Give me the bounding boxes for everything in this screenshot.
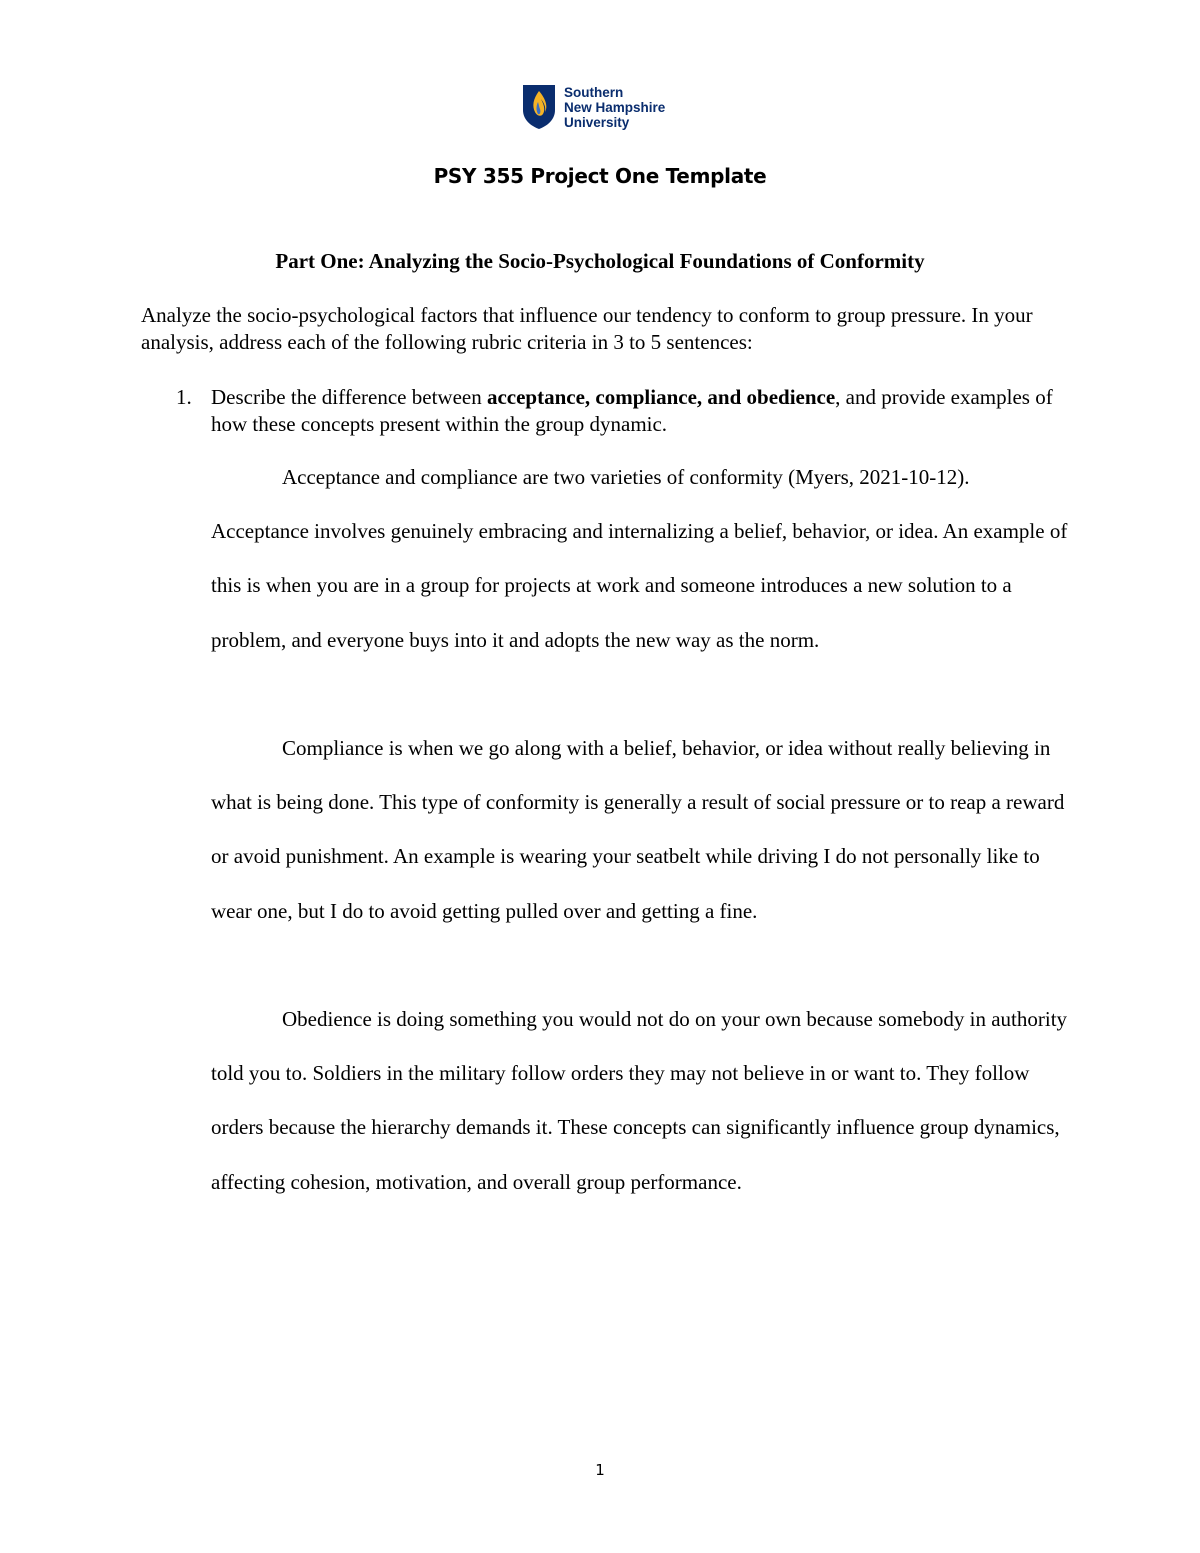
- rubric-item-text: [211, 384, 1061, 438]
- university-logo: [522, 84, 665, 130]
- logo-wordmark: [564, 85, 665, 130]
- document-title: PSY 355 Project One Template: [433, 164, 767, 188]
- rubric-item-1: [141, 384, 1061, 438]
- rubric-bold-terms: acceptance, compliance, and obedience: [486, 385, 836, 409]
- page-number: 1: [595, 1461, 605, 1479]
- rubric-suffix: , and provide examples of how these concepts present within the group dynamic.: [211, 385, 1053, 436]
- rubric-prefix: Describe the difference between: [211, 385, 487, 409]
- answer-paragraph-obedience: Obedience is doing something you would not do on your own because somebody in authority told you to. Soldiers in the military follow orders they may not believe in or want to. They follow orders because the hierarchy demands it. These concepts can significantly influence group dynamics, affecting cohesion, motivation, and overall group performance.: [211, 1007, 1068, 1194]
- part-heading: Part One: Analyzing the Socio-Psychological Foundations of Conformity: [275, 249, 925, 273]
- answer-paragraph-acceptance: Acceptance and compliance are two varieties of conformity (Myers, 2021-10-12). Acceptance involves genuinely embracing and internalizing a belief, behavior, or idea. An example of this is when you are in a group for projects at work and someone introduces a new solution to a problem, and everyone buys into it and adopts the new way as the norm.: [211, 465, 1068, 652]
- logo-line-2: New Hampshire: [564, 100, 666, 115]
- answer-paragraph-compliance: Compliance is when we go along with a belief, behavior, or idea without really believing in what is being done. This type of conformity is generally a result of social pressure or to reap a reward or avoid punishment. An example is wearing your seatbelt while driving I do not personally like to wear one, but I do to avoid getting pulled over and getting a fine.: [211, 736, 1065, 923]
- logo-line-3: University: [564, 115, 630, 130]
- logo-line-1: Southern: [564, 85, 624, 100]
- intro-paragraph: Analyze the socio-psychological factors that influence our tendency to conform to group pressure. In your analysis, address each of the following rubric criteria in 3 to 5 sentences:: [141, 303, 1033, 354]
- list-number: 1.: [176, 385, 192, 409]
- flame-shield-icon: [522, 84, 556, 130]
